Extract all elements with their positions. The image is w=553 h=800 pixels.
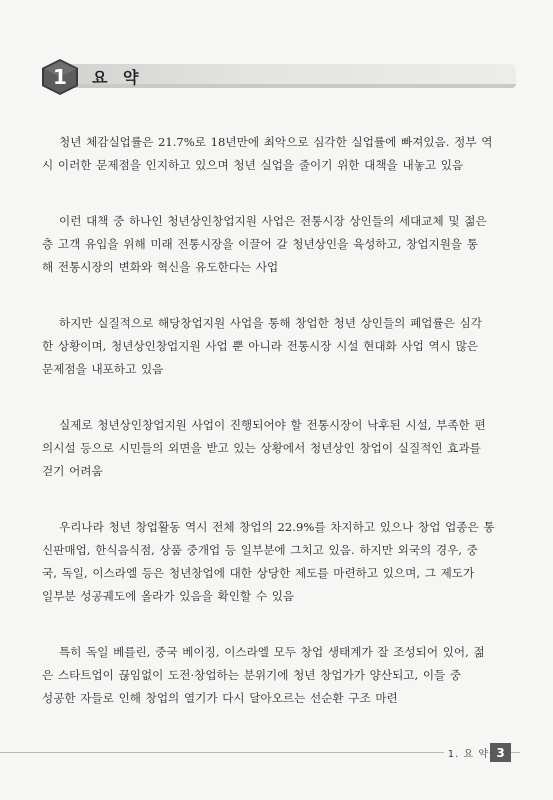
paragraph-line: 은 스타트업이 끊임없이 도전·창업하는 분위기에 청년 창업가가 양산되고, 이들 중 <box>42 668 462 682</box>
paragraph-line: 일부분 성공궤도에 올라가 있음을 확인할 수 있음 <box>42 589 295 603</box>
paragraph <box>42 210 513 279</box>
footer-section-label: 1. 요 약 <box>444 745 489 760</box>
paragraph-line: 걷기 어려움 <box>42 464 103 478</box>
paragraph <box>42 414 513 483</box>
paragraph-line: 신판매업, 한식음식점, 상품 중개업 등 일부분에 그치고 있음. 하지만 외국의 경우, 중 <box>42 543 478 557</box>
paragraph-line: 이런 대책 중 하나인 청년상인창업지원 사업은 전통시장 상인들의 세대교체 및 젊은 <box>59 214 487 228</box>
paragraph <box>42 312 513 381</box>
paragraph-line: 한 상황이며, 청년상인창업지원 사업 뿐 아니라 전통시장 시설 현대화 사업 역시 많은 <box>42 339 479 353</box>
paragraph-line: 국, 독일, 이스라엘 등은 청년창업에 대한 상당한 제도를 마련하고 있으며, 그 제도가 <box>42 566 475 580</box>
paragraph <box>42 516 513 608</box>
paragraph-line: 하지만 실질적으로 해당창업지원 사업을 통해 창업한 청년 상인들의 폐업률은 심각 <box>59 316 482 330</box>
paragraph-line: 특히 독일 베를린, 중국 베이징, 이스라엘 모두 창업 생태계가 잘 조성되어 있어, 젊 <box>59 645 485 659</box>
section-number: 1 <box>53 65 67 89</box>
paragraph-line: 청년 체감실업률은 21.7%로 18년만에 최악으로 심각한 실업률에 빠져있음. 정부 역 <box>59 135 493 149</box>
paragraph-line: 실제로 청년상인창업지원 사업이 진행되어야 할 전통시장이 낙후된 시설, 부족한 편 <box>59 418 486 432</box>
paragraph <box>42 641 513 710</box>
section-header <box>40 58 516 96</box>
paragraph-line: 문제점을 내포하고 있음 <box>42 362 164 376</box>
paragraph-line: 우리나라 청년 창업활동 역시 전체 창업의 22.9%를 차지하고 있으나 창업 업종은 통 <box>59 520 495 534</box>
summary-content <box>42 131 513 743</box>
paragraph-line: 층 고객 유입을 위해 미래 전통시장을 이끌어 갈 청년상인을 육성하고, 창업지원을 통 <box>42 237 479 251</box>
paragraph-line: 성공한 자들로 인해 창업의 열기가 다시 달아오르는 선순환 구조 마련 <box>42 691 398 705</box>
page-number: 3 <box>490 743 511 762</box>
section-title: 요 약 <box>92 68 144 87</box>
paragraph <box>42 131 513 177</box>
paragraph-line: 시 이러한 문제점을 인지하고 있으며 청년 실업을 줄이기 위한 대책을 내놓고 있음 <box>42 158 464 172</box>
paragraph-line: 해 전통시장의 변화와 혁신을 유도한다는 사업 <box>42 260 279 274</box>
paragraph-line: 의시설 등으로 시민들의 외면을 받고 있는 상황에서 청년상인 창업이 실질적인 효과를 <box>42 441 481 455</box>
footer-rule <box>0 752 520 753</box>
